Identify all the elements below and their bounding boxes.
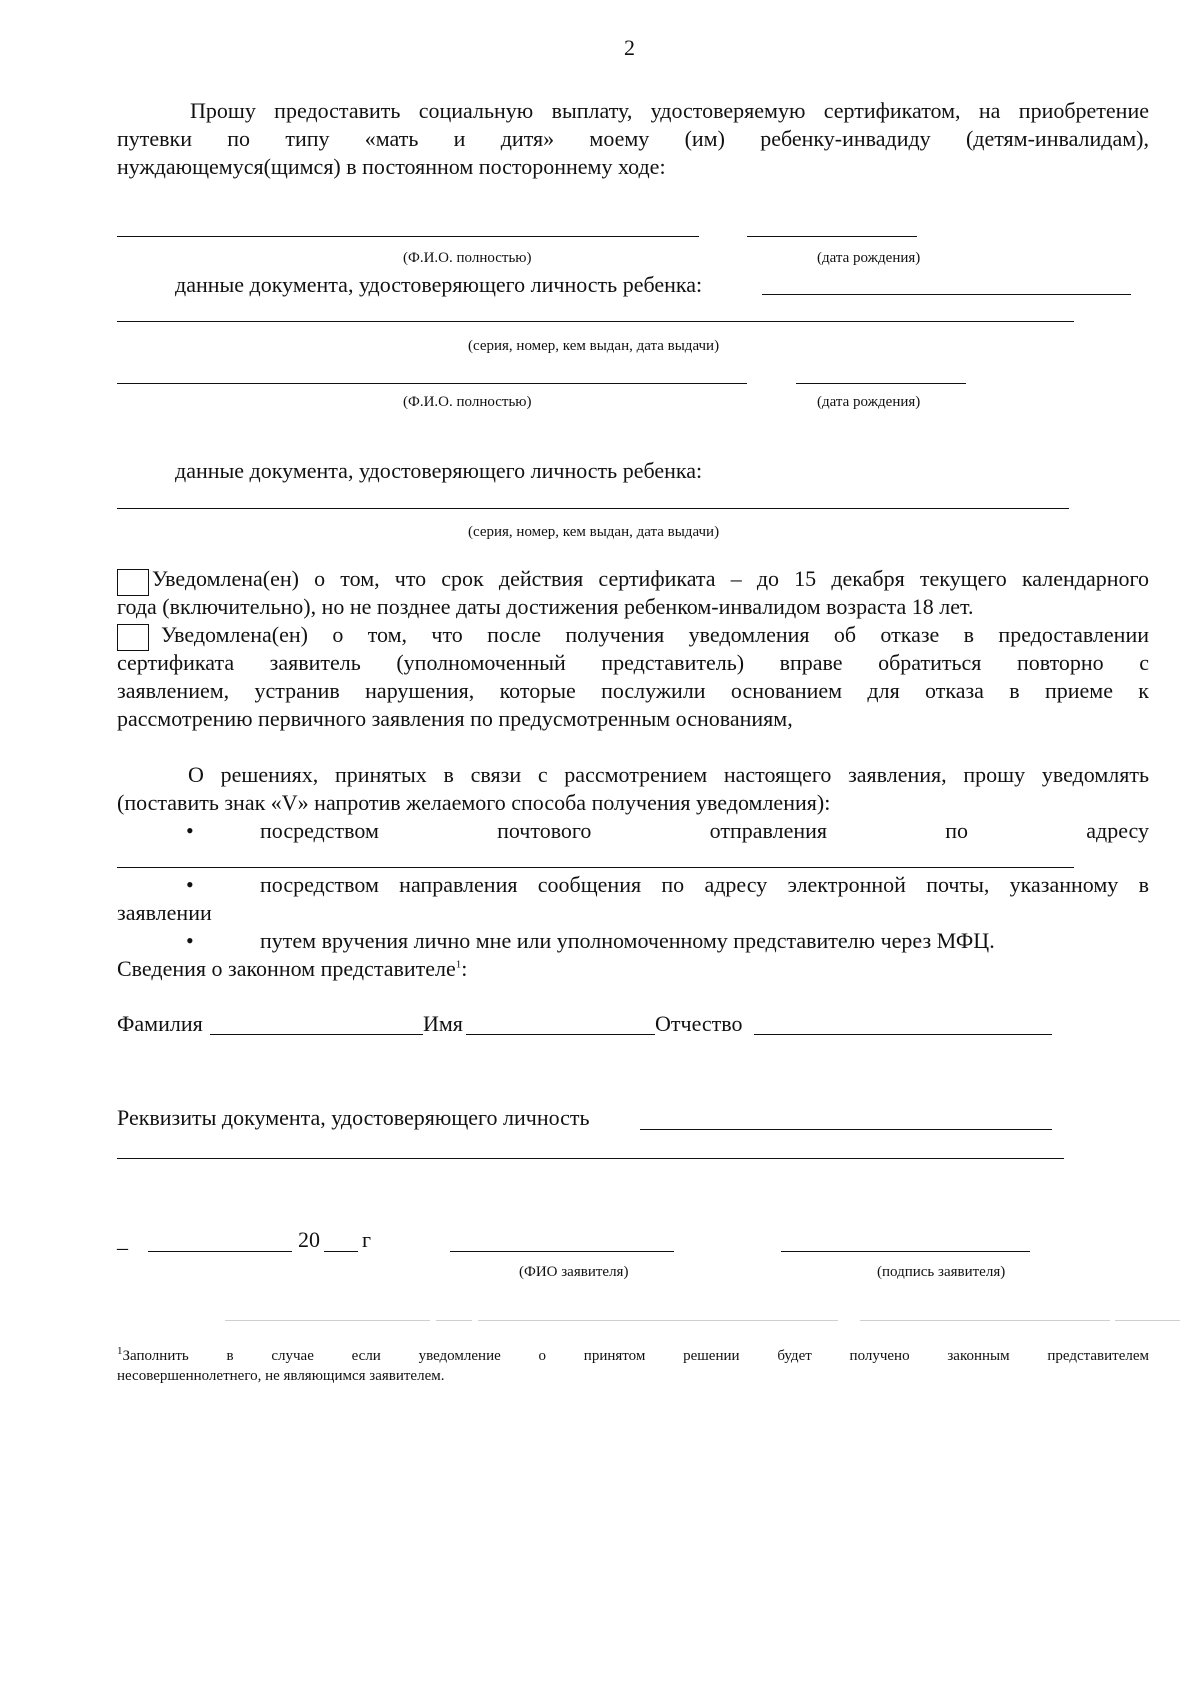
name-field[interactable] bbox=[466, 1034, 655, 1035]
footnote-text-1: Заполнить в случае если уведомление о принятом решении будет получено законным представителем bbox=[122, 1348, 1149, 1364]
option1-text: посредством почтового отправления по адресу bbox=[260, 818, 1149, 843]
option1-address-field[interactable] bbox=[117, 867, 1074, 868]
option3-text: путем вручения лично мне или уполномоченному представителю через МФЦ. bbox=[260, 928, 995, 953]
representative-doc-field[interactable] bbox=[117, 1158, 1064, 1159]
surname-label: Фамилия bbox=[117, 1011, 203, 1036]
decisions-line-2: (поставить знак «V» напротив желаемого способа получения уведомления): bbox=[117, 790, 831, 815]
notice2-line-1: Уведомлена(ен) о том, что после получения уведомления об отказе в предоставлении bbox=[161, 622, 1149, 647]
option2-bullet: • bbox=[186, 872, 194, 897]
notice1-line-2: года (включительно), но не позднее даты достижения ребенком-инвалидом возраста 18 лет. bbox=[117, 594, 974, 619]
decisions-line-1: О решениях, принятых в связи с рассмотрением настоящего заявления, прошу уведомлять bbox=[188, 762, 1149, 787]
footnote-separator-5 bbox=[1115, 1320, 1180, 1321]
option2-line-2: заявлении bbox=[117, 900, 212, 925]
child2-doc-caption: (серия, номер, кем выдан, дата выдачи) bbox=[468, 524, 720, 540]
intro-line-3: нуждающемуся(щимся) в постоянном постороннему ходе: bbox=[117, 154, 666, 179]
patronymic-label: Отчество bbox=[655, 1011, 743, 1036]
child2-doc-label: данные документа, удостоверяющего личность ребенка: bbox=[175, 458, 703, 483]
child2-fio-caption: (Ф.И.О. полностью) bbox=[403, 394, 532, 410]
child2-birthdate-field[interactable] bbox=[796, 383, 966, 384]
option2-line-1: посредством направления сообщения по адресу электронной почты, указанному в bbox=[260, 872, 1149, 897]
child2-doc-field[interactable] bbox=[117, 508, 1069, 509]
notice2-line-4: рассмотрению первичного заявления по предусмотренным основаниям, bbox=[117, 706, 793, 731]
intro-line-1: Прошу предоставить социальную выплату, удостоверяемую сертификатом, на приобретение bbox=[190, 98, 1149, 123]
date-month-field[interactable] bbox=[148, 1251, 292, 1252]
footnote-marker: 1 bbox=[117, 1345, 123, 1357]
representative-heading-text: Сведения о законном представителе bbox=[117, 956, 456, 981]
footnote-separator-3 bbox=[478, 1320, 838, 1321]
notice1-line-1: Уведомлена(ен) о том, что срок действия сертификата – до 15 декабря текущего календарного bbox=[152, 566, 1149, 591]
patronymic-field[interactable] bbox=[754, 1034, 1052, 1035]
date-year-suffix: г bbox=[362, 1227, 372, 1252]
notice2-line-2: сертификата заявитель (уполномоченный представитель) вправе обратиться повторно с bbox=[117, 650, 1149, 675]
page-number: 2 bbox=[624, 35, 635, 60]
date-day-dash: _ bbox=[117, 1227, 128, 1252]
representative-doc-label: Реквизиты документа, удостоверяющего личность bbox=[117, 1105, 590, 1130]
applicant-signature-field[interactable] bbox=[781, 1251, 1030, 1252]
child2-fio-field[interactable] bbox=[117, 383, 747, 384]
option1-bullet: • bbox=[186, 818, 194, 843]
applicant-fio-caption: (ФИО заявителя) bbox=[519, 1264, 629, 1280]
child1-birthdate-caption: (дата рождения) bbox=[817, 250, 921, 266]
date-year-field[interactable] bbox=[324, 1251, 358, 1252]
footnote-separator-2 bbox=[436, 1320, 472, 1321]
footnote-ref: 1 bbox=[455, 958, 462, 971]
representative-heading-colon: : bbox=[461, 956, 468, 981]
child1-fio-caption: (Ф.И.О. полностью) bbox=[403, 250, 532, 266]
name-label: Имя bbox=[423, 1011, 463, 1036]
date-year-prefix: 20 bbox=[298, 1227, 320, 1252]
child1-birthdate-field[interactable] bbox=[747, 236, 917, 237]
notice1-checkbox[interactable] bbox=[117, 569, 149, 596]
option3-bullet: • bbox=[186, 928, 194, 953]
child1-doc-field[interactable] bbox=[117, 321, 1074, 322]
notice2-line-3: заявлением, устранив нарушения, которые послужили основанием для отказа в приеме к bbox=[117, 678, 1149, 703]
child1-doc-caption: (серия, номер, кем выдан, дата выдачи) bbox=[468, 338, 720, 354]
surname-field[interactable] bbox=[210, 1034, 423, 1035]
footnote-line-2: несовершеннолетнего, не являющимся заявителем. bbox=[117, 1368, 445, 1384]
child1-doc-label: данные документа, удостоверяющего личность ребенка: bbox=[175, 272, 703, 297]
child1-fio-field[interactable] bbox=[117, 236, 699, 237]
representative-doc-field-inline[interactable] bbox=[640, 1129, 1052, 1130]
applicant-signature-caption: (подпись заявителя) bbox=[877, 1264, 1006, 1280]
applicant-fio-field[interactable] bbox=[450, 1251, 674, 1252]
representative-heading bbox=[117, 955, 467, 983]
child2-birthdate-caption: (дата рождения) bbox=[817, 394, 921, 410]
footnote-separator-1 bbox=[225, 1320, 430, 1321]
intro-line-2: путевки по типу «мать и дитя» моему (им) ребенку-инвадиду (детям-инвалидам), bbox=[117, 126, 1149, 151]
notice2-checkbox[interactable] bbox=[117, 624, 149, 651]
footnote-separator-4 bbox=[860, 1320, 1110, 1321]
child1-doc-field-inline[interactable] bbox=[762, 294, 1131, 295]
footnote-line-1 bbox=[117, 1346, 1149, 1366]
